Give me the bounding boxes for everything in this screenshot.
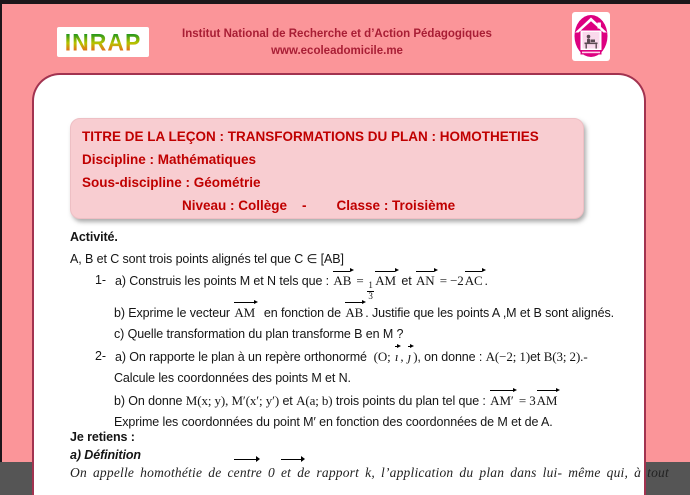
vector-AN: AN <box>415 273 437 288</box>
vector-AM: AM <box>536 393 560 408</box>
item-2-number: 2- <box>95 348 106 363</box>
website-url: www.ecoleadomicile.me <box>271 45 403 57</box>
house-student-icon <box>573 13 609 60</box>
equals-three: = 3 <box>515 392 536 408</box>
item-1b-mid: en fonction de <box>257 305 345 320</box>
vector-AM: AM <box>233 305 257 320</box>
et-connector: et <box>397 274 415 288</box>
vector-AC: AC <box>464 273 485 288</box>
item-2b2-line: Exprime les coordonnées du point M′ en fonction des coordonnées de M et de A. <box>114 415 553 430</box>
item-1c-line: c) Quelle transformation du plan transforme B en M ? <box>114 327 404 342</box>
item-2a-mid: , on donne : <box>417 349 486 364</box>
item-2b-line <box>70 390 645 413</box>
ecole-a-domicile-logo <box>572 12 610 61</box>
points-M-Mprime: M(x; y), M′(x′; y′) <box>185 392 280 408</box>
left-black-bar <box>0 0 2 462</box>
item-2a-line <box>70 346 645 369</box>
activity-section <box>70 227 669 482</box>
item-1b-end: . Justifie que les points A ,M et B sont alignés. <box>365 305 614 320</box>
niveau-classe-line: Niveau : Collège - Classe : Troisième <box>182 198 456 213</box>
equals-sign: = <box>353 273 367 288</box>
item-2a-text: a) On rapporte le plan à un repère orthonormé <box>115 349 374 364</box>
vector-AB: AB <box>344 305 365 320</box>
point-A-ab: A(a; b) <box>296 392 333 408</box>
lesson-title-box <box>70 118 584 219</box>
vector-j: ȷ <box>407 349 414 364</box>
sous-discipline-line: Sous-discipline : Géométrie <box>82 175 261 190</box>
repere-open: (O; <box>373 348 394 364</box>
fraction-denominator: 3 <box>368 290 373 301</box>
fraction-numerator: 1 <box>368 280 373 290</box>
et-connector: et <box>530 349 544 364</box>
item-1a-line <box>70 270 645 302</box>
item-1b-text: b) Exprime le vecteur <box>114 305 234 320</box>
vector-AM: AM <box>374 273 398 288</box>
activity-intro: A, B et C sont trois points alignés tel que C ∈ [AB] <box>70 251 344 266</box>
item-1-number: 1- <box>95 273 106 287</box>
je-retiens-heading: Je retiens : <box>70 429 135 444</box>
top-black-bar <box>0 0 690 4</box>
point-B-coords: B(3; 2).- <box>543 348 588 364</box>
vector-AB: AB <box>332 273 353 288</box>
et-connector: et <box>279 393 297 408</box>
item-2b-text: b) On donne <box>114 393 186 408</box>
discipline-line: Discipline : Mathématiques <box>82 152 257 167</box>
lesson-title: TITRE DE LA LEÇON : TRANSFORMATIONS DU PLAN : HOMOTHETIES <box>82 129 539 144</box>
item-2a2-line: Calcule les coordonnées des points M et N. <box>114 371 351 386</box>
item-2b-mid: trois points du plan tel que : <box>332 393 490 408</box>
cutoff-vector-arrow <box>281 459 301 460</box>
inrap-logo <box>57 27 149 57</box>
inrap-logo-text: INRAP <box>64 27 142 56</box>
vector-AM-prime: AM′ <box>489 393 516 408</box>
item-1a-text: a) Construis les points M et N tels que : <box>115 274 333 288</box>
document-header <box>172 26 502 60</box>
definition-heading: a) Définition <box>70 447 141 462</box>
item-1b-line <box>70 302 645 325</box>
activity-heading: Activité. <box>70 230 118 244</box>
period: . <box>484 273 488 288</box>
equals-minus-two: = −2 <box>436 273 464 288</box>
cutoff-vector-arrow <box>234 459 256 460</box>
org-name: Institut National de Recherche et d’Action Pédagogiques <box>182 28 492 40</box>
definition-text: On appelle homothétie de centre 0 et de rapport k, l’application du plan dans lui- même qui, à tout <box>70 464 669 480</box>
point-A-coords: A(−2; 1) <box>485 348 531 364</box>
repere-comma: , <box>400 348 407 364</box>
vector-i: ı <box>394 349 401 364</box>
repere-close: ) <box>413 348 418 364</box>
